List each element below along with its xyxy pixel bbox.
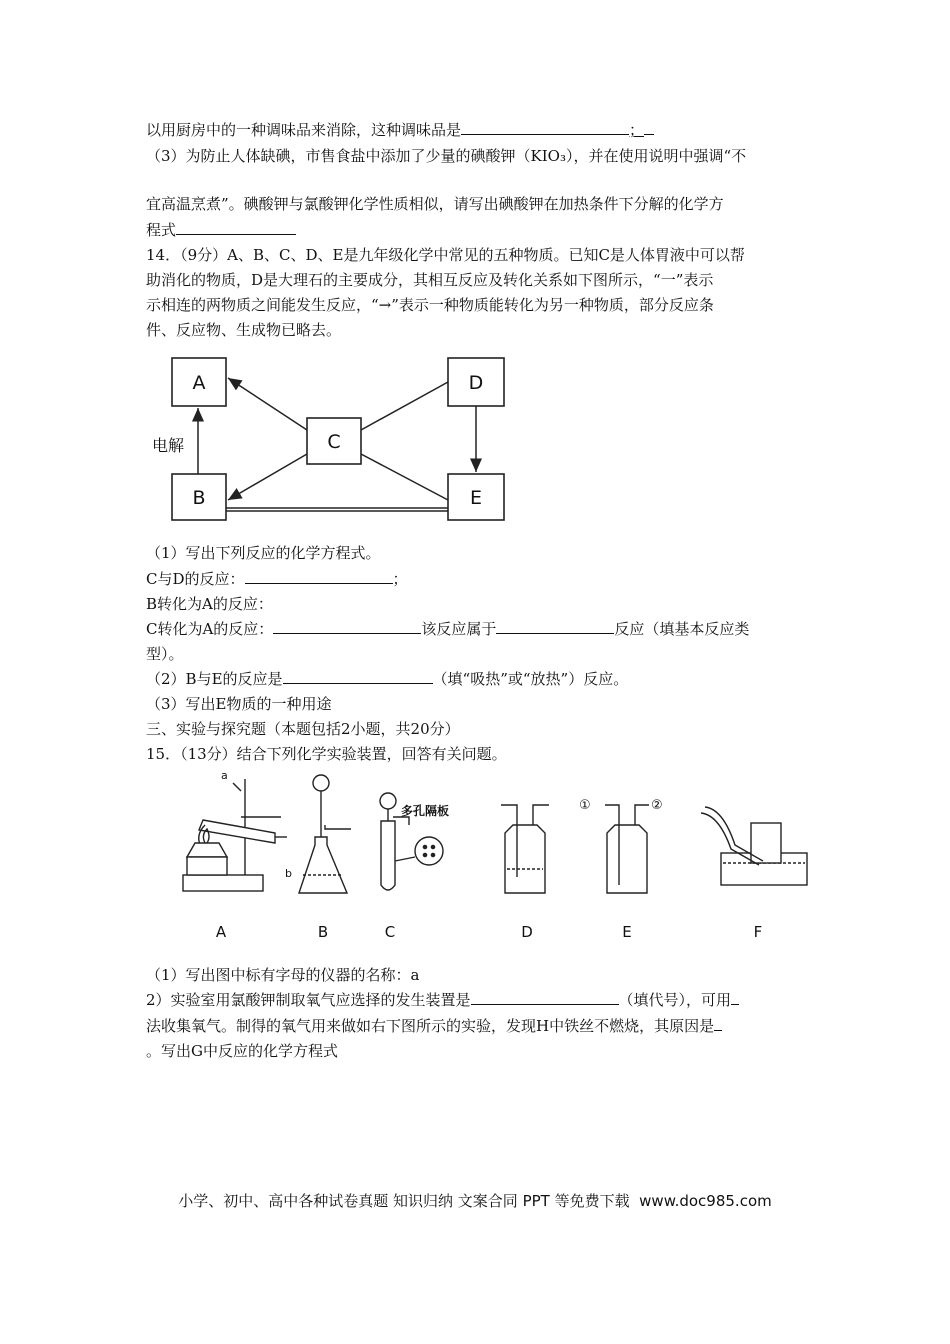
apparatus-d: [501, 805, 549, 893]
text-segment: 程式: [146, 221, 177, 239]
text-line: 14．（9分）A、B、C、D、E是九年级化学中常见的五种物质。已知C是人体胃液中可以帮: [146, 246, 745, 264]
relationship-diagram: [150, 350, 520, 528]
answer-blank: [496, 619, 614, 634]
apparatus-a: [183, 779, 287, 891]
apparatus-f: [701, 807, 807, 885]
link-c-d: [361, 382, 448, 430]
port-2-label: ②: [651, 798, 663, 813]
text-segment: 2）实验室用氯酸钾制取氧气应选择的发生装置是: [146, 991, 471, 1009]
text-line: [146, 619, 749, 639]
footer-text: 小学、初中、高中各种试卷真题 知识归纳 文案合同 PPT 等免费下载: [178, 1192, 630, 1210]
text-segment: 该反应属于: [421, 620, 497, 638]
answer-blank: [283, 669, 433, 684]
text-line: 示相连的两物质之间能发生反应，“→”表示一种物质能转化为另一种物质，部分反应条: [146, 296, 714, 314]
caption-e: E: [622, 923, 632, 941]
text-segment: （填“吸热”或“放热”）反应。: [432, 670, 629, 688]
node-e-label: E: [469, 487, 483, 509]
text-line: （1）写出图中标有字母的仪器的名称：a: [146, 966, 420, 984]
text-segment: （2）B与E的反应是: [146, 670, 283, 688]
apparatus-b: [299, 775, 351, 893]
caption-b: B: [317, 923, 329, 941]
text-segment: 反应（填基本反应类: [614, 620, 750, 638]
text-segment: ；: [629, 121, 645, 139]
text-segment: 以用厨房中的一种调味品来消除，这种调味品是: [146, 121, 462, 139]
text-line: B转化为A的反应：: [146, 595, 273, 613]
text-line: [146, 569, 408, 589]
text-segment: ；: [392, 570, 408, 588]
label-b: b: [285, 867, 292, 880]
text-line: （3）写出E物质的一种用途: [146, 695, 332, 713]
electrolysis-label: 电解: [152, 436, 185, 455]
apparatus-e: [605, 805, 649, 893]
text-line: 。写出G中反应的化学方程式: [146, 1042, 338, 1060]
text-segment: C转化为A的反应：: [146, 620, 274, 638]
text-segment: （填代号），可用: [618, 991, 732, 1009]
text-line: [146, 120, 654, 140]
caption-f: F: [753, 923, 763, 941]
label-a: a: [221, 769, 228, 782]
answer-blank: [471, 990, 619, 1005]
page-footer: [0, 1191, 950, 1211]
text-line: 三、实验与探究题（本题包括2小题，共20分）: [146, 720, 460, 738]
link-c-e: [361, 454, 448, 500]
port-1-label: ①: [579, 798, 591, 813]
caption-c: C: [384, 923, 396, 941]
answer-blank: [176, 220, 296, 235]
arrow-c-to-b: [228, 454, 307, 500]
porous-plate-label: 多孔隔板: [401, 804, 450, 818]
text-line: 型）。: [146, 645, 184, 663]
answer-blank: [461, 120, 629, 135]
text-segment: 法收集氧气。制得的氧气用来做如右下图所示的实验，发现H中铁丝不燃烧，其原因是: [146, 1017, 715, 1035]
text-line: [146, 220, 296, 240]
node-b-label: B: [192, 487, 206, 509]
text-line: [146, 990, 739, 1010]
text-line: （3）为防止人体缺碘，市售食盐中添加了少量的碘酸钾（KIO₃），并在使用说明中强调“不: [146, 147, 747, 165]
answer-blank: [245, 569, 393, 584]
node-d-label: D: [468, 372, 484, 394]
text-line: 助消化的物质，D是大理石的主要成分，其相互反应及转化关系如下图所示，“一”表示: [146, 271, 714, 289]
footer-url: www.doc985.com: [639, 1192, 772, 1210]
answer-blank: [731, 990, 739, 1005]
arrow-c-to-a: [228, 378, 307, 430]
node-a-label: A: [192, 372, 206, 394]
text-segment: C与D的反应：: [146, 570, 245, 588]
text-line: 15．（13分）结合下列化学实验装置，回答有关问题。: [146, 745, 507, 763]
text-line: [146, 669, 628, 689]
answer-blank: [714, 1016, 722, 1031]
caption-a: A: [215, 923, 227, 941]
answer-blank: [273, 619, 421, 634]
text-line: 宜高温烹煮”。碘酸钾与氯酸钾化学性质相似，请写出碘酸钾在加热条件下分解的化学方: [146, 195, 724, 213]
text-line: [146, 1016, 722, 1036]
node-c-label: C: [327, 431, 341, 453]
answer-blank: [644, 120, 654, 135]
text-line: （1）写出下列反应的化学方程式。: [146, 544, 381, 562]
caption-d: D: [521, 923, 533, 941]
text-line: 件、反应物、生成物已略去。: [146, 321, 342, 339]
apparatus-figure: [175, 765, 815, 947]
